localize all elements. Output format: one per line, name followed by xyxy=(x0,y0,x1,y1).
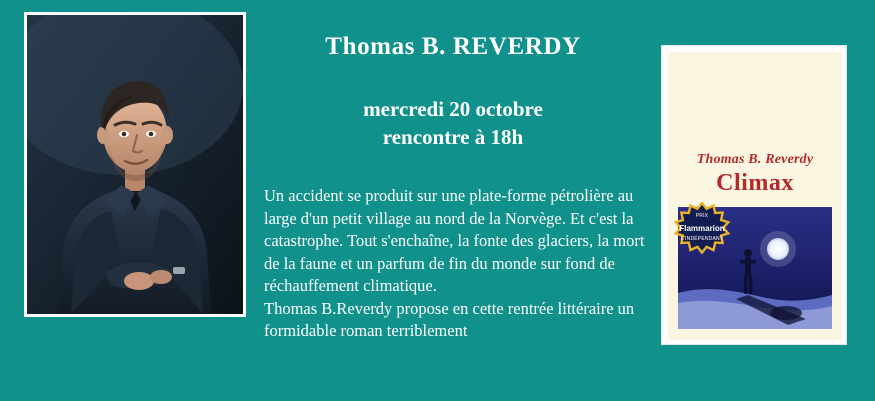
center-column xyxy=(258,22,648,343)
book-cover-frame xyxy=(661,45,847,345)
badge-top-text: PRIX xyxy=(695,213,709,219)
book-cover-author: Thomas B. Reverdy xyxy=(696,152,814,167)
portrait-frame xyxy=(24,12,246,317)
badge-bottom-text: L'INDÉPENDANT xyxy=(680,236,724,242)
book-cover-title: Climax xyxy=(716,170,794,196)
blurb-paragraph-2: Thomas B.Reverdy propose en cette rentrée littéraire un formidable roman terriblement xyxy=(264,298,635,341)
event-time: rencontre à 18h xyxy=(382,124,524,149)
author-name: Thomas B. REVERDY xyxy=(325,33,581,60)
event-date: mercredi 20 octobre xyxy=(363,97,543,121)
event-details xyxy=(258,96,648,151)
book-cover xyxy=(668,52,842,340)
author-portrait xyxy=(27,15,243,314)
publisher-prize-badge xyxy=(674,202,730,258)
portrait-illustration xyxy=(27,15,243,314)
blurb-paragraph-1: Un accident se produit sur une plate-forme pétrolière au large d'un petit village au nord de la Norvège. Et c'est la catastrophe. Tout s'enchaîne, la fonte des glaciers, la mort de la faune et un parfum de fin du monde sur fond de réchauffement climatique. xyxy=(264,186,645,296)
badge-middle-text: Flammarion xyxy=(679,224,725,233)
book-blurb xyxy=(258,185,648,342)
